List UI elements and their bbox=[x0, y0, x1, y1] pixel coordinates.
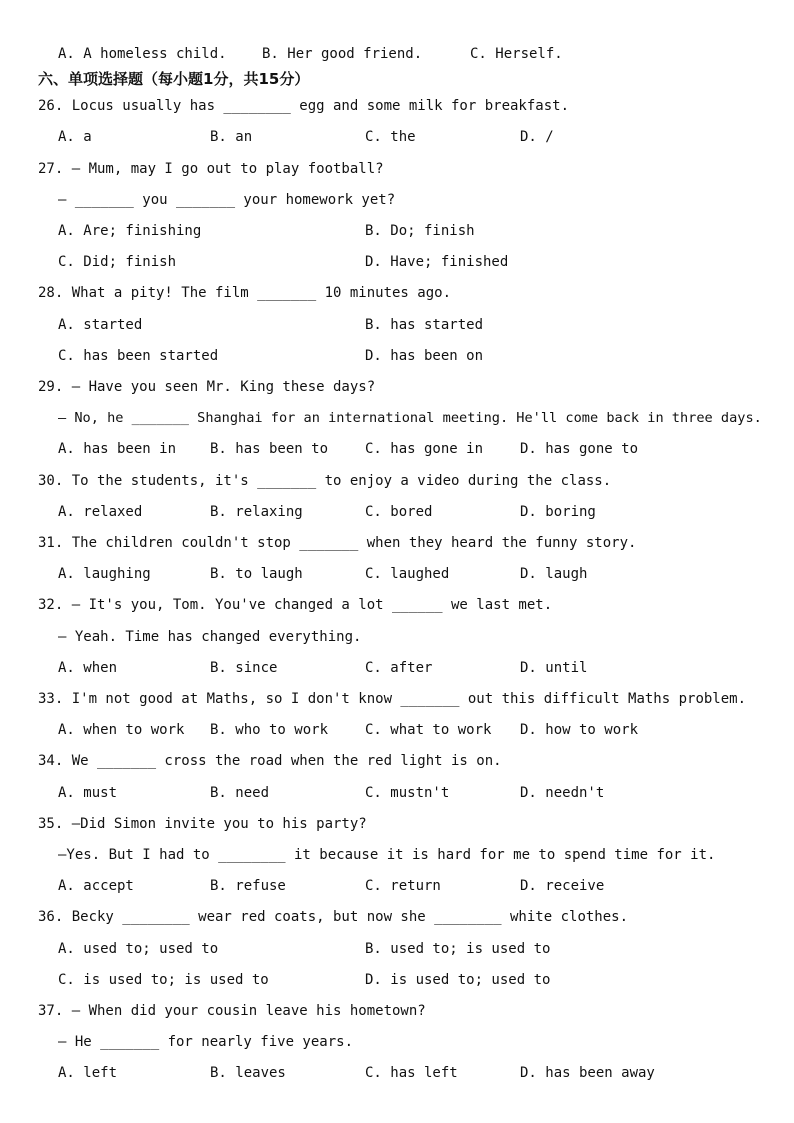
option-a: A. must bbox=[58, 785, 118, 801]
option-c: C. is used to; is used to bbox=[58, 972, 269, 988]
option-d: D. is used to; used to bbox=[365, 972, 551, 988]
option-c: C. has left bbox=[365, 1065, 458, 1081]
question-stem-reply: —Yes. But I had to ________ it because it is hard for me to spend time for it. bbox=[58, 847, 716, 863]
question-stem: 28. What a pity! The film _______ 10 minutes ago. bbox=[38, 285, 452, 301]
option-a: A. Are; finishing bbox=[58, 223, 202, 239]
option-d: D. until bbox=[520, 660, 588, 676]
option-b: B. relaxing bbox=[210, 504, 303, 520]
question-stem: 34. We _______ cross the road when the red light is on. bbox=[38, 753, 502, 769]
question-stem: 27. — Mum, may I go out to play football? bbox=[38, 161, 384, 177]
option-a: A. relaxed bbox=[58, 504, 143, 520]
option-a: A. accept bbox=[58, 878, 134, 894]
option-d: D. laugh bbox=[520, 566, 588, 582]
option-c: C. bored bbox=[365, 504, 433, 520]
option-b: B. leaves bbox=[210, 1065, 286, 1081]
option-c: C. return bbox=[365, 878, 441, 894]
question-stem: 26. Locus usually has ________ egg and some milk for breakfast. bbox=[38, 98, 570, 114]
question-stem-reply: — Yeah. Time has changed everything. bbox=[58, 629, 362, 645]
option-a: A. started bbox=[58, 317, 143, 333]
option-b: B. an bbox=[210, 129, 253, 145]
option-a: A. when bbox=[58, 660, 118, 676]
option-d: D. has been on bbox=[365, 348, 484, 364]
option-c: C. what to work bbox=[365, 722, 492, 738]
option-b: B. has been to bbox=[210, 441, 329, 457]
question-stem: 36. Becky ________ wear red coats, but now she ________ white clothes. bbox=[38, 909, 629, 925]
question-stem-reply: — No, he _______ Shanghai for an international meeting. He'll come back in three days. bbox=[58, 410, 762, 426]
option-d: D. how to work bbox=[520, 722, 639, 738]
option-b: B. used to; is used to bbox=[365, 941, 551, 957]
option-b: B. Her good friend. bbox=[262, 46, 423, 62]
option-c: C. has gone in bbox=[365, 441, 484, 457]
option-b: B. since bbox=[210, 660, 278, 676]
option-a: A. used to; used to bbox=[58, 941, 219, 957]
option-a: A. when to work bbox=[58, 722, 185, 738]
option-a: A. laughing bbox=[58, 566, 151, 582]
option-d: D. / bbox=[520, 129, 554, 145]
question-stem-reply: — He _______ for nearly five years. bbox=[58, 1034, 354, 1050]
section-heading: 六、单项选择题（每小题1分，共15分） bbox=[38, 70, 310, 88]
option-b: B. to laugh bbox=[210, 566, 303, 582]
option-d: D. has gone to bbox=[520, 441, 639, 457]
option-a: A. left bbox=[58, 1065, 118, 1081]
option-b: B. refuse bbox=[210, 878, 286, 894]
option-d: D. receive bbox=[520, 878, 605, 894]
option-c: C. has been started bbox=[58, 348, 219, 364]
option-b: B. Do; finish bbox=[365, 223, 475, 239]
option-a: A. a bbox=[58, 129, 92, 145]
question-stem: 35. —Did Simon invite you to his party? bbox=[38, 816, 367, 832]
option-a: A. A homeless child. bbox=[58, 46, 227, 62]
option-d: D. needn't bbox=[520, 785, 605, 801]
option-b: B. has started bbox=[365, 317, 484, 333]
option-c: C. Did; finish bbox=[58, 254, 177, 270]
question-stem: 33. I'm not good at Maths, so I don't know _______ out this difficult Maths problem. bbox=[38, 691, 747, 707]
option-d: D. boring bbox=[520, 504, 596, 520]
option-b: B. who to work bbox=[210, 722, 329, 738]
option-c: C. Herself. bbox=[470, 46, 563, 62]
question-stem: 30. To the students, it's _______ to enjoy a video during the class. bbox=[38, 473, 612, 489]
option-b: B. need bbox=[210, 785, 270, 801]
question-stem: 31. The children couldn't stop _______ when they heard the funny story. bbox=[38, 535, 637, 551]
option-c: C. mustn't bbox=[365, 785, 450, 801]
option-a: A. has been in bbox=[58, 441, 177, 457]
option-d: D. Have; finished bbox=[365, 254, 509, 270]
question-stem-reply: — _______ you _______ your homework yet? bbox=[58, 192, 396, 208]
option-c: C. laughed bbox=[365, 566, 450, 582]
option-c: C. after bbox=[365, 660, 433, 676]
question-stem: 29. — Have you seen Mr. King these days? bbox=[38, 379, 376, 395]
question-stem: 37. — When did your cousin leave his hometown? bbox=[38, 1003, 426, 1019]
option-c: C. the bbox=[365, 129, 416, 145]
question-stem: 32. — It's you, Tom. You've changed a lot ______ we last met. bbox=[38, 597, 553, 613]
option-d: D. has been away bbox=[520, 1065, 655, 1081]
